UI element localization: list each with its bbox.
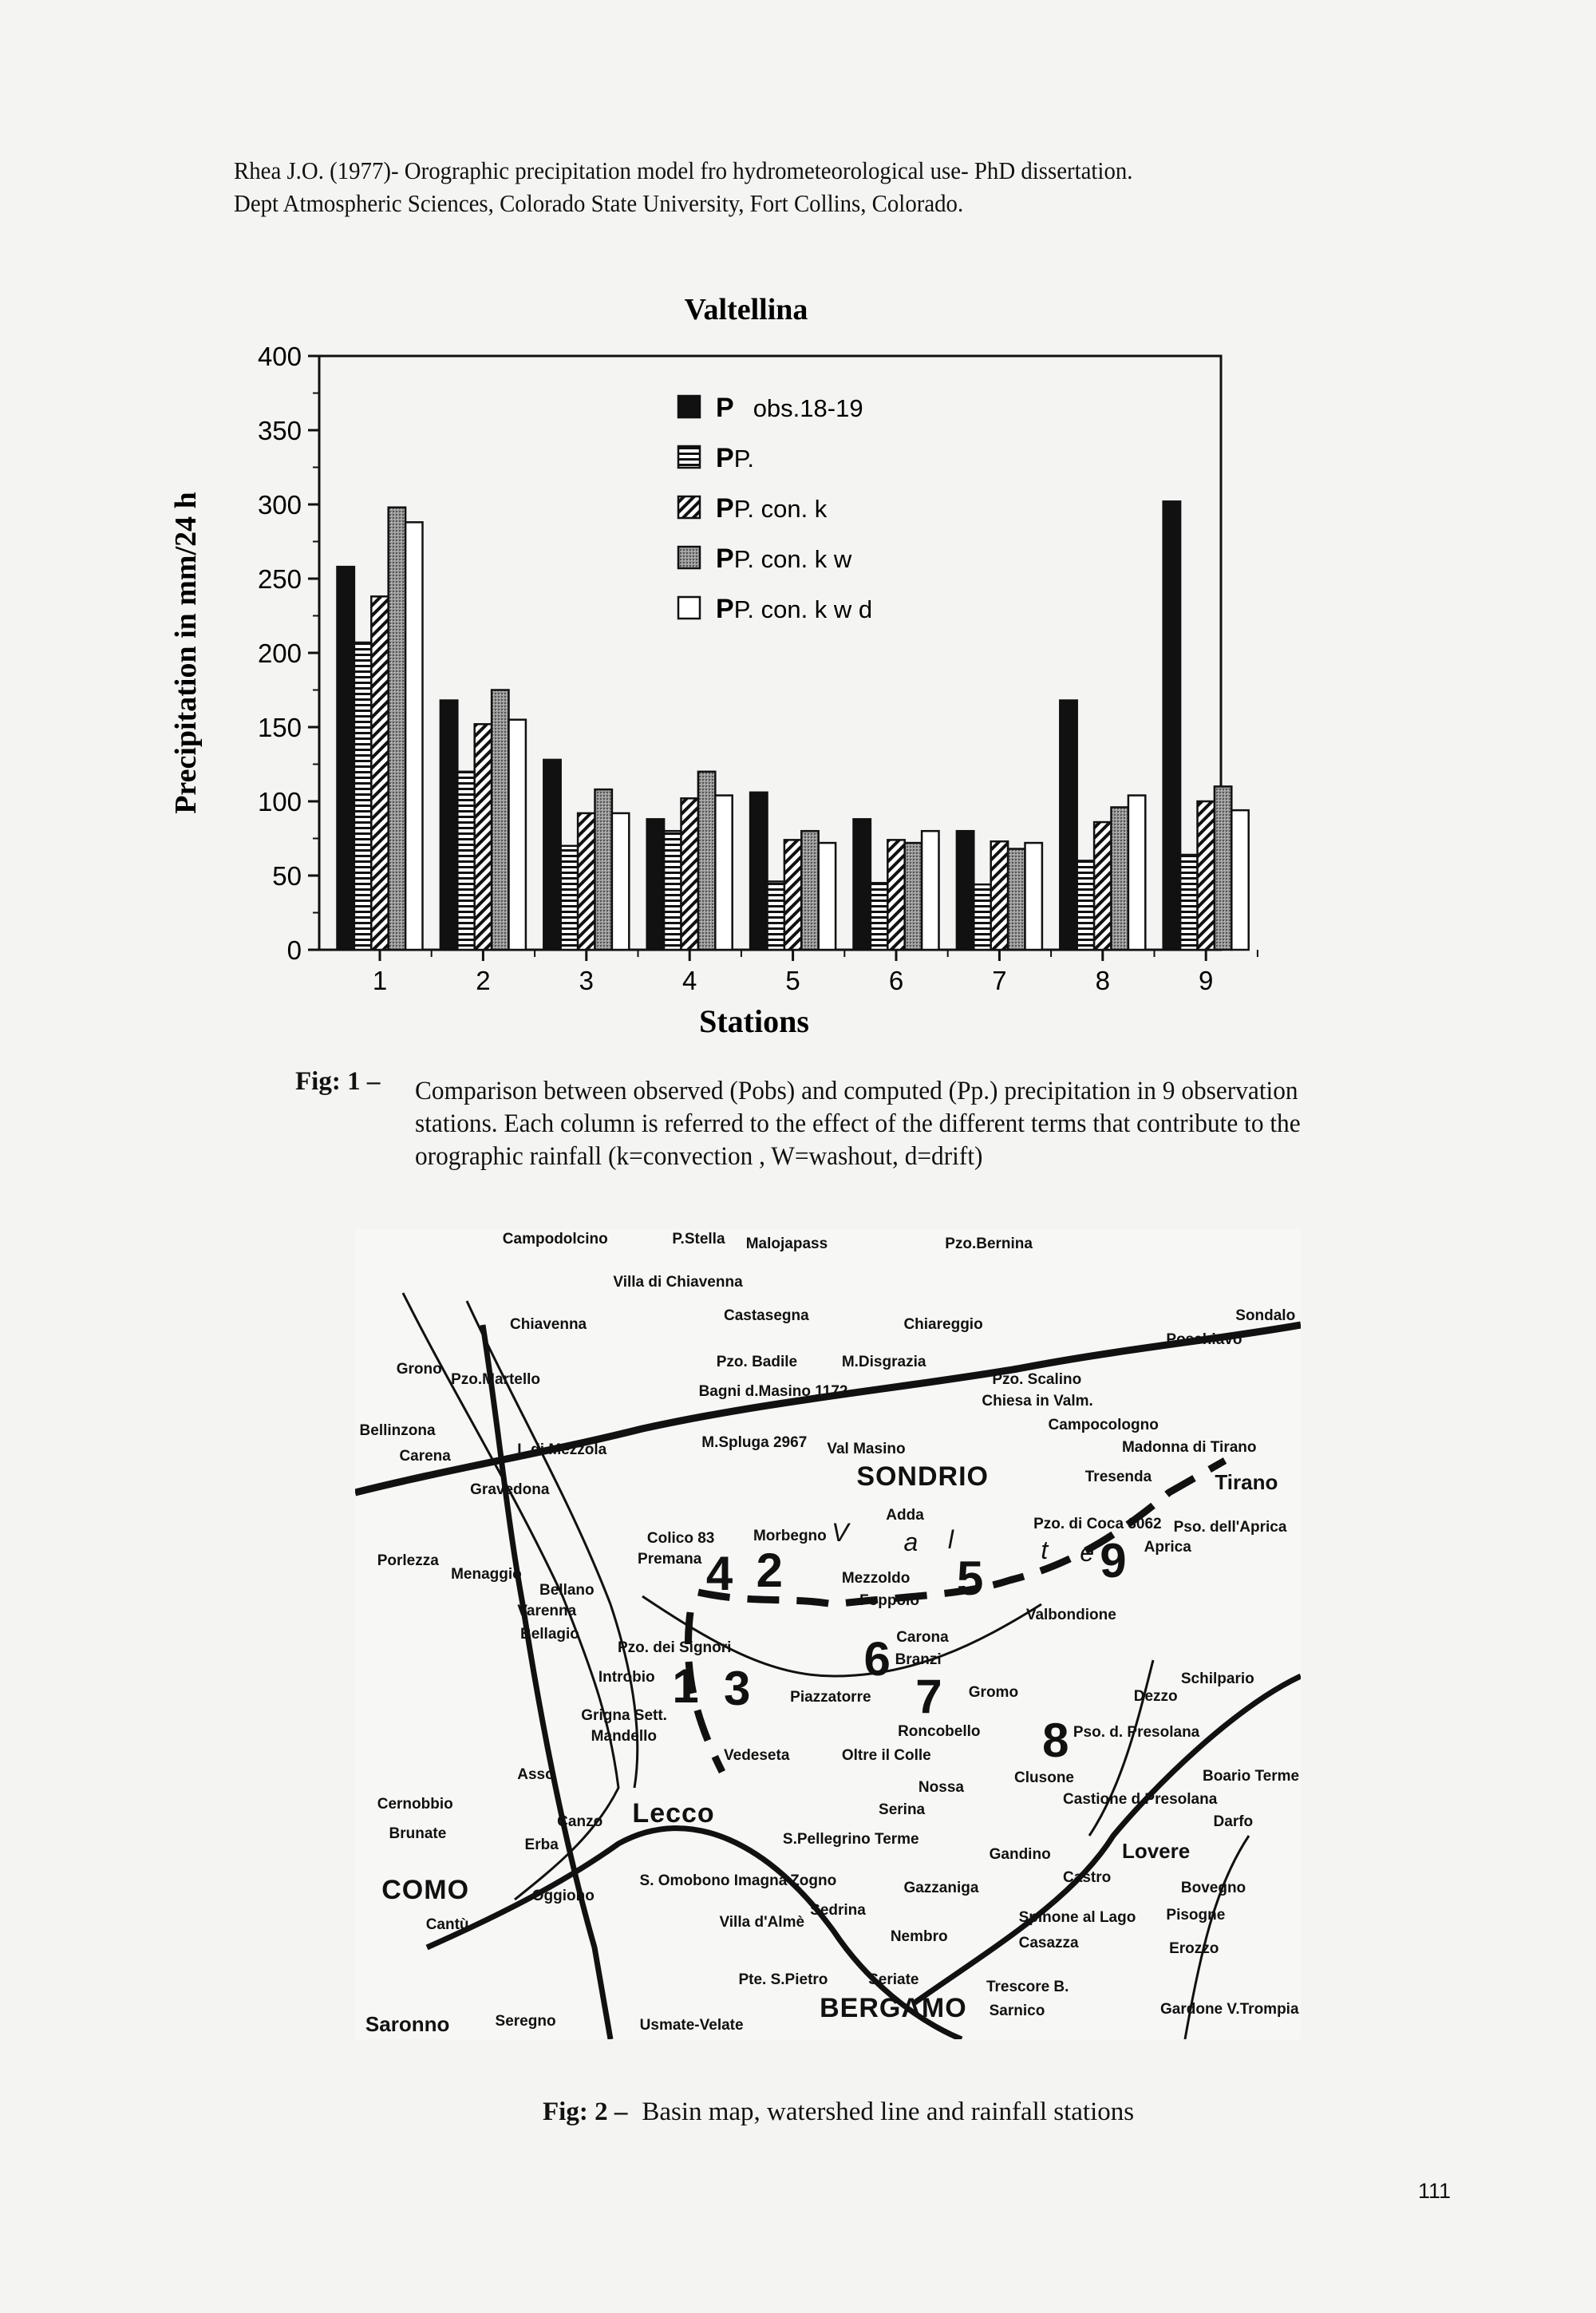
legend-swatch-horizontal — [678, 446, 700, 468]
map-place-label: Sedrina — [810, 1902, 866, 1920]
map-place-label: Chiesa in Valm. — [982, 1393, 1093, 1410]
x-tick-label: 9 — [1199, 966, 1214, 995]
legend-swatch-white — [678, 597, 700, 619]
map-place-label: Schilpario — [1180, 1670, 1254, 1687]
bar-station-8-horizontal — [1077, 860, 1094, 950]
map-place-label: Bellagio — [519, 1625, 579, 1643]
map-place-label: Branzi — [895, 1651, 942, 1668]
map-place-label: Premana — [638, 1551, 702, 1568]
station-marker-8: 8 — [1042, 1714, 1069, 1768]
map-place-label: Bovegno — [1180, 1880, 1246, 1897]
bar-station-4-diagonal — [681, 798, 698, 950]
map-place-label: Villa d'Almè — [719, 1913, 805, 1931]
y-axis-label: Precipitation in mm/24 h — [169, 492, 203, 814]
reference-line-2: Dept Atmospheric Sciences, Colorado State University, Fort Collins, Colorado. — [234, 189, 964, 217]
map-place-label: Chiavenna — [510, 1316, 587, 1334]
bar-station-7-diagonal — [991, 841, 1008, 950]
bar-station-2-diagonal — [475, 724, 492, 950]
bar-station-4-stipple — [698, 772, 715, 950]
map-place-label: Carena — [399, 1447, 451, 1465]
map-place-label: Castione d.Presolana — [1063, 1790, 1218, 1808]
bar-station-7-stipple — [1008, 849, 1025, 950]
map-place-label: Pzo. dei Signori — [617, 1639, 732, 1657]
bar-station-6-stipple — [905, 843, 922, 950]
bar-station-6-white — [922, 831, 938, 950]
map-place-label: Pisogne — [1166, 1906, 1226, 1924]
map-place-label: Gravedona — [470, 1481, 550, 1499]
map-place-label: Asso — [517, 1766, 555, 1783]
map-place-label: Valbondione — [1025, 1607, 1116, 1624]
bar-station-6-diagonal — [887, 840, 904, 950]
map-place-label: Usmate-Velate — [639, 2017, 744, 2034]
bar-station-3-horizontal — [561, 846, 578, 950]
precipitation-bar-chart — [0, 0, 1596, 1054]
map-place-label: Dezzo — [1133, 1688, 1178, 1706]
y-tick-label: 400 — [257, 342, 302, 371]
map-place-label: Pso. dell'Aprica — [1173, 1518, 1287, 1536]
map-place-label: Lecco — [632, 1797, 715, 1829]
map-place-label: M.Disgrazia — [841, 1353, 926, 1370]
map-place-label: Porlezza — [377, 1552, 439, 1570]
map-place-label: Gandino — [989, 1845, 1051, 1863]
bar-station-5-white — [819, 843, 836, 950]
station-marker-2: 2 — [756, 1544, 784, 1598]
legend-label: P obs.18-19 — [716, 393, 863, 423]
bar-station-3-diagonal — [578, 813, 595, 950]
map-place-label: Canzo — [557, 1813, 603, 1831]
map-place-label: S.Pellegrino Terme — [782, 1831, 919, 1848]
map-place-label: Nossa — [918, 1779, 964, 1797]
x-tick-label: 3 — [579, 966, 594, 995]
map-place-label: Villa di Chiavenna — [613, 1273, 743, 1291]
map-place-label: Vedeseta — [724, 1746, 790, 1764]
map-place-label: Poschiavo — [1166, 1331, 1242, 1349]
legend-label: PP. con. k — [716, 493, 828, 524]
station-marker-6: 6 — [863, 1632, 891, 1686]
map-place-label: Grono — [396, 1360, 442, 1378]
y-tick-label: 200 — [257, 639, 302, 668]
map-place-label: Gardone V.Trompia — [1160, 2000, 1299, 2018]
map-place-label: Madonna di Tirano — [1121, 1438, 1257, 1456]
bar-station-5-horizontal — [768, 881, 784, 950]
map-place-label: Clusone — [1014, 1769, 1074, 1786]
map-place-label: Pzo. di Coca 3062 — [1033, 1515, 1162, 1532]
reference-line-1: Rhea J.O. (1977)- Orographic precipitation model fro hydrometeorological use- PhD dissertation. — [234, 156, 1133, 184]
map-place-label: Gazzaniga — [903, 1880, 979, 1897]
map-place-label: Bellano — [539, 1582, 595, 1599]
map-place-label: Morbegno — [753, 1528, 827, 1545]
bar-station-1-stipple — [389, 508, 405, 950]
map-place-label: Oltre il Colle — [841, 1746, 931, 1764]
map-place-label: Cernobbio — [377, 1795, 453, 1813]
map-place-label: Grigna Sett. — [581, 1707, 667, 1725]
y-tick-label: 50 — [272, 861, 302, 891]
legend-label: PP. con. k w d — [716, 594, 873, 624]
y-tick-label: 100 — [257, 787, 302, 816]
bar-station-9-horizontal — [1180, 855, 1197, 950]
x-tick-label: 6 — [888, 966, 904, 995]
map-place-label: Oggiono — [531, 1887, 595, 1904]
bar-station-7-solid — [957, 831, 974, 950]
station-marker-3: 3 — [724, 1662, 751, 1716]
map-place-label: Mezzoldo — [841, 1569, 911, 1587]
map-place-label: Saronno — [365, 2011, 450, 2036]
bar-station-4-horizontal — [664, 831, 681, 950]
map-place-label: Foppolo — [859, 1591, 919, 1609]
map-place-label: Introbio — [598, 1669, 655, 1686]
map-place-label: Campocologno — [1048, 1416, 1159, 1433]
map-place-label: L.di Mezzola — [517, 1441, 607, 1459]
map-place-label: Piazzatorre — [790, 1688, 871, 1706]
x-tick-label: 7 — [992, 966, 1007, 995]
map-place-label: Erba — [524, 1837, 559, 1854]
map-place-label: Spinone al Lago — [1018, 1909, 1136, 1927]
map-place-label: Castasegna — [724, 1307, 809, 1325]
map-place-label: Serina — [879, 1801, 926, 1819]
legend-swatch-solid — [678, 396, 700, 417]
y-tick-label: 250 — [257, 564, 302, 594]
bar-station-5-diagonal — [784, 840, 801, 950]
map-place-label: Boario Terme — [1203, 1768, 1300, 1785]
bar-station-6-horizontal — [871, 883, 887, 950]
chart-title: Valtellina — [684, 293, 808, 326]
figure-2-label: Fig: 2 – — [543, 2098, 628, 2126]
map-place-label: Brunate — [389, 1825, 447, 1842]
bar-station-2-solid — [440, 701, 457, 950]
map-place-label: Bellinzona — [359, 1422, 436, 1440]
bar-station-8-diagonal — [1094, 822, 1111, 950]
bar-station-8-solid — [1060, 701, 1077, 950]
figure-2-caption-text: Basin map, watershed line and rainfall stations — [642, 2098, 1135, 2126]
map-place-label: Tresenda — [1084, 1468, 1152, 1485]
bar-station-9-solid — [1163, 501, 1180, 950]
map-place-label: Carona — [896, 1629, 949, 1647]
map-place-label: Pzo.Bernina — [945, 1235, 1033, 1252]
bar-station-4-white — [715, 796, 732, 950]
map-place-label: Roncobello — [898, 1722, 981, 1740]
bar-station-9-diagonal — [1198, 801, 1215, 950]
page-number: 111 — [1418, 2179, 1452, 2203]
map-place-label: Pso. d. Presolana — [1073, 1723, 1200, 1741]
map-place-label: V — [832, 1517, 849, 1547]
map-place-label: Nembro — [890, 1928, 948, 1946]
y-tick-label: 300 — [257, 490, 302, 520]
map-place-label: Aprica — [1144, 1538, 1191, 1556]
legend-label: PP. — [716, 443, 754, 473]
bar-station-2-horizontal — [457, 772, 474, 950]
figure-1-caption-text: Comparison between observed (Pobs) and computed (Pp.) precipitation in 9 observation stations. Each column is referred to the effect of the different terms that contribute to the orographic rainfall (k=convection , W=washout, d=drift) — [415, 1077, 1301, 1171]
x-axis-label: Stations — [699, 1003, 809, 1039]
station-marker-4: 4 — [705, 1547, 733, 1601]
map-place-label: a — [903, 1528, 918, 1557]
bar-station-3-stipple — [595, 789, 612, 950]
map-place-label: Sarnico — [989, 2002, 1045, 2019]
map-place-label: Lovere — [1121, 1839, 1191, 1864]
x-tick-label: 1 — [372, 966, 388, 995]
map-place-label: Trescore B. — [986, 1979, 1069, 1996]
map-place-label: Chiareggio — [903, 1316, 983, 1334]
chart-legend — [678, 393, 872, 624]
map-place-label: Malojapass — [745, 1235, 828, 1252]
map-place-label: Pte. S.Pietro — [738, 1971, 828, 1988]
map-place-label: Seregno — [495, 2012, 556, 2030]
y-tick-label: 150 — [257, 713, 302, 742]
map-place-label: Menaggio — [451, 1565, 522, 1583]
map-place-label: Campodolcino — [502, 1231, 608, 1248]
x-tick-label: 4 — [682, 966, 697, 995]
map-place-label: Pzo.Martello — [451, 1370, 541, 1388]
map-place-label: Sondalo — [1235, 1307, 1296, 1325]
bar-station-1-white — [405, 522, 422, 950]
map-place-label: Val Masino — [827, 1440, 906, 1457]
x-tick-label: 2 — [476, 966, 491, 995]
map-place-label: Tirano — [1215, 1470, 1278, 1495]
map-place-label: Varenna — [517, 1602, 577, 1619]
bar-station-5-stipple — [801, 831, 818, 950]
figure-2-caption — [543, 2098, 1134, 2127]
bar-station-8-white — [1128, 796, 1145, 950]
map-place-label: Casazza — [1018, 1934, 1079, 1951]
bar-station-5-solid — [750, 793, 767, 950]
legend-swatch-diagonal — [678, 496, 700, 518]
bar-station-1-solid — [338, 567, 354, 950]
map-place-label: Gromo — [968, 1683, 1019, 1701]
station-marker-9: 9 — [1100, 1533, 1127, 1587]
map-place-label: SONDRIO — [856, 1461, 989, 1493]
map-place-label: Castro — [1063, 1869, 1112, 1887]
bar-station-1-diagonal — [371, 596, 388, 950]
x-tick-label: 5 — [785, 966, 800, 995]
legend-swatch-stipple — [678, 547, 700, 568]
basin-map — [355, 1229, 1301, 2039]
x-tick-label: 8 — [1095, 966, 1110, 995]
map-place-label: P.Stella — [672, 1231, 725, 1248]
bar-station-7-white — [1025, 843, 1042, 950]
bar-station-3-white — [612, 813, 629, 950]
map-place-label: Mandello — [591, 1727, 658, 1745]
y-tick-label: 350 — [257, 416, 302, 445]
bar-station-8-stipple — [1112, 807, 1128, 950]
bar-station-9-white — [1231, 810, 1248, 950]
map-place-label: BERGAMO — [820, 1992, 967, 2023]
map-place-label: l — [947, 1524, 954, 1554]
station-marker-5: 5 — [956, 1551, 984, 1605]
station-marker-7: 7 — [915, 1669, 942, 1723]
map-place-label: M.Spluga 2967 — [701, 1434, 808, 1452]
bar-station-4-solid — [647, 819, 664, 950]
y-tick-label: 0 — [286, 935, 302, 965]
map-place-label: COMO — [381, 1874, 470, 1905]
bar-station-1-horizontal — [354, 642, 371, 950]
bar-station-2-stipple — [492, 690, 508, 951]
map-place-label: S. Omobono Imagna — [639, 1872, 788, 1890]
map-place-label: Bagni d.Masino 1172 — [698, 1382, 848, 1400]
map-place-label: Erozzo — [1169, 1940, 1219, 1958]
map-place-label: Pzo. Badile — [716, 1353, 798, 1370]
bar-station-2-white — [509, 720, 526, 950]
legend-label: PP. con. k w — [716, 544, 852, 574]
bar-station-7-horizontal — [974, 884, 990, 950]
map-place-label: t — [1041, 1536, 1049, 1565]
station-marker-1: 1 — [672, 1659, 699, 1713]
bar-station-6-solid — [854, 819, 871, 950]
map-place-label: e — [1080, 1537, 1095, 1567]
map-place-label: Seriate — [868, 1971, 919, 1989]
bar-station-3-solid — [543, 760, 560, 950]
map-place-label: Pzo. Scalino — [992, 1370, 1082, 1388]
map-place-label: Darfo — [1213, 1813, 1254, 1831]
map-place-label: Adda — [886, 1506, 924, 1524]
figure-1-label: Fig: 1 – — [295, 1067, 381, 1096]
map-place-label: Cantù — [425, 1916, 469, 1934]
bar-station-9-stipple — [1215, 786, 1231, 950]
map-place-label: Colico 83 — [646, 1530, 715, 1548]
map-place-label: Zogno — [790, 1872, 837, 1890]
